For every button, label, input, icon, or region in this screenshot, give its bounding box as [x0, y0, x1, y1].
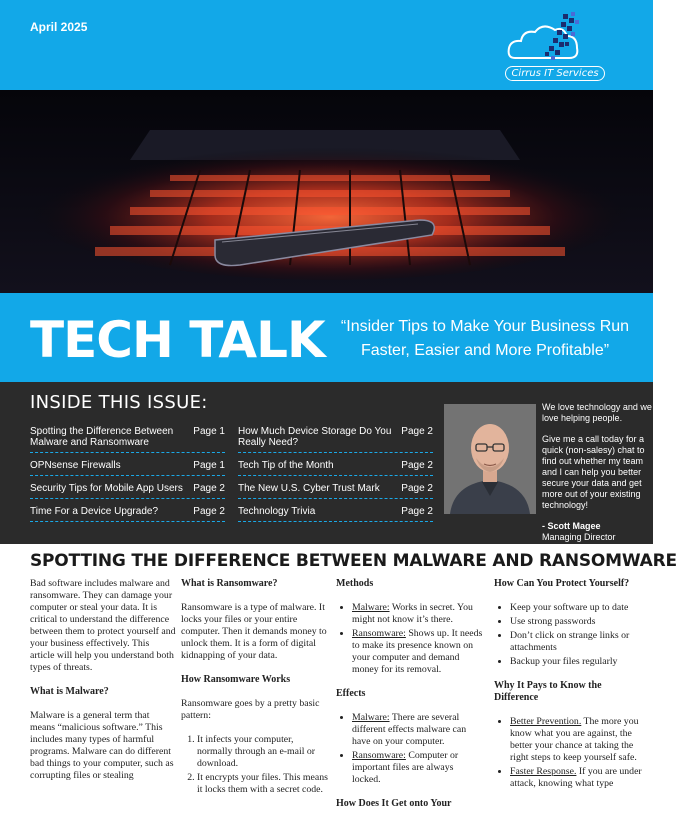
- toc-item[interactable]: [238, 426, 433, 453]
- cirrus-logo: [505, 10, 635, 84]
- protect-list: [494, 602, 644, 668]
- toc-item-label: Spotting the Difference Between Malware and Ransomware: [30, 426, 174, 448]
- toc-left-column: [30, 426, 225, 529]
- article-title: SPOTTING THE DIFFERENCE BETWEEN MALWARE AND RANSOMWARE: [30, 551, 677, 571]
- effects-list: [336, 712, 484, 786]
- list-item: [352, 750, 484, 786]
- toc-item[interactable]: [238, 483, 433, 499]
- list-text: Computer or important files are always locked.: [352, 750, 459, 785]
- list-item: 2. It encrypts your files. This means it locks them with a secret code.: [197, 772, 329, 796]
- toc-item-label: Security Tips for Mobile App Users: [30, 483, 183, 494]
- toc-item-page: Page 2: [401, 426, 433, 437]
- director-name: - Scott Magee: [542, 521, 601, 531]
- title-band: [0, 293, 653, 382]
- person-portrait-icon: [444, 404, 536, 514]
- section-heading: Methods: [336, 578, 374, 589]
- list-item: • Don’t click on strange links or attachments: [510, 630, 644, 654]
- toc-item-label: How Much Device Storage Do You Really Need?: [238, 426, 392, 448]
- list-item: • Backup your files regularly: [510, 656, 644, 668]
- list-term: Malware:: [352, 712, 390, 723]
- list-text: If you are under attack, knowing what type: [510, 766, 642, 789]
- list-item: 1. It infects your computer, normally through an e-mail or download.: [197, 734, 329, 770]
- section-heading: How Does It Get onto Your: [336, 798, 452, 809]
- toc-right-column: [238, 426, 433, 529]
- list-text: There are several different effects malware can have on your computer.: [352, 712, 467, 747]
- toc-item-page: Page 1: [193, 426, 225, 437]
- section-heading: How Can You Protect Yourself?: [494, 578, 630, 589]
- section-heading: Effects: [336, 688, 366, 699]
- knowing-list: [494, 716, 644, 790]
- toc-item[interactable]: [238, 460, 433, 476]
- section-heading: Why It Pays to Know the Difference: [494, 680, 602, 703]
- toc-item-page: Page 2: [401, 506, 433, 517]
- list-term: Faster Response.: [510, 766, 577, 777]
- list-item: [510, 766, 644, 790]
- cloud-logo-icon: [505, 10, 635, 70]
- list-item: [352, 628, 484, 676]
- article-column-2: [181, 578, 329, 808]
- list-term: Ransomware:: [352, 628, 406, 639]
- list-item: • Use strong passwords: [510, 616, 644, 628]
- toc-item-page: Page 2: [401, 483, 433, 494]
- steps-list: [181, 734, 329, 796]
- article-paragraph: Ransomware is a type of malware. It locks your files or your entire computer. Then it demands money to unlock them. It is a form of digital kidnapping of your data.: [181, 602, 327, 661]
- laptop-keyboard-icon: [0, 90, 653, 293]
- toc-item-page: Page 2: [193, 506, 225, 517]
- list-text: The more you know what you are against, the better your chance at taking the right steps to keep yourself safe.: [510, 716, 639, 763]
- toc-item-label: Tech Tip of the Month: [238, 460, 334, 471]
- issue-date: April 2025: [30, 20, 88, 34]
- toc-item[interactable]: [30, 506, 225, 522]
- toc-item-label: OPNsense Firewalls: [30, 460, 121, 471]
- methods-list: [336, 602, 484, 676]
- bio-paragraph: We love technology and we love helping people.: [542, 402, 652, 423]
- director-bio: [542, 402, 652, 543]
- bio-paragraph: Give me a call today for a quick (non-salesy) chat to find out whether my team and I can help you better secure your data and get more out of your existing technology!: [542, 434, 645, 510]
- section-heading: How Ransomware Works: [181, 674, 291, 685]
- article-column-3: [336, 578, 484, 822]
- article-paragraph: Malware is a general term that means “malicious software.” This includes many types of harmful programs. Malware can do different bad things to your computer, such as corrupting files or stealing: [30, 710, 174, 781]
- inside-heading: INSIDE THIS ISSUE:: [30, 392, 208, 413]
- toc-item[interactable]: [30, 426, 225, 453]
- list-text: Works in secret. You might not know it’s there.: [352, 602, 473, 625]
- article-column-4: [494, 578, 644, 802]
- article-paragraph: Ransomware goes by a pretty basic pattern:: [181, 698, 320, 721]
- toc-item-page: Page 2: [193, 483, 225, 494]
- newsletter-tagline: “Insider Tips to Make Your Business Run Faster, Easier and More Profitable”: [340, 318, 630, 359]
- masthead-bar: [0, 0, 653, 90]
- toc-item[interactable]: [238, 506, 433, 522]
- toc-item-page: Page 1: [193, 460, 225, 471]
- article-intro: Bad software includes malware and ransomware. They can damage your computer or steal your data. It is critical to understand the difference between them to protect yourself and your business effectively. This article will help you understand both types of threats.: [30, 578, 176, 673]
- list-term: Ransomware:: [352, 750, 406, 761]
- toc-item-page: Page 2: [401, 460, 433, 471]
- newsletter-title: TECH TALK: [30, 311, 325, 369]
- inside-this-issue: [0, 382, 653, 544]
- toc-item-label: Technology Trivia: [238, 506, 316, 517]
- list-item: • Keep your software up to date: [510, 602, 644, 614]
- director-photo: [444, 404, 536, 514]
- logo-wordmark: Cirrus IT Services: [505, 66, 605, 81]
- toc-item-label: Time For a Device Upgrade?: [30, 506, 159, 517]
- toc-item[interactable]: [30, 460, 225, 476]
- article-column-1: [30, 578, 176, 794]
- section-heading: What is Ransomware?: [181, 578, 278, 589]
- director-role: Managing Director: [542, 532, 616, 542]
- list-item: [352, 712, 484, 748]
- toc-item[interactable]: [30, 483, 225, 499]
- bio-signature: [542, 521, 652, 543]
- list-item: [510, 716, 644, 764]
- list-text: Shows up. It needs to make its presence known on your computer and demand money for its removal.: [352, 628, 483, 675]
- list-term: Malware:: [352, 602, 390, 613]
- toc-item-label: The New U.S. Cyber Trust Mark: [238, 483, 380, 494]
- section-heading: What is Malware?: [30, 686, 109, 697]
- list-term: Better Prevention.: [510, 716, 582, 727]
- hero-laptop-image: [0, 90, 653, 293]
- list-item: [352, 602, 484, 626]
